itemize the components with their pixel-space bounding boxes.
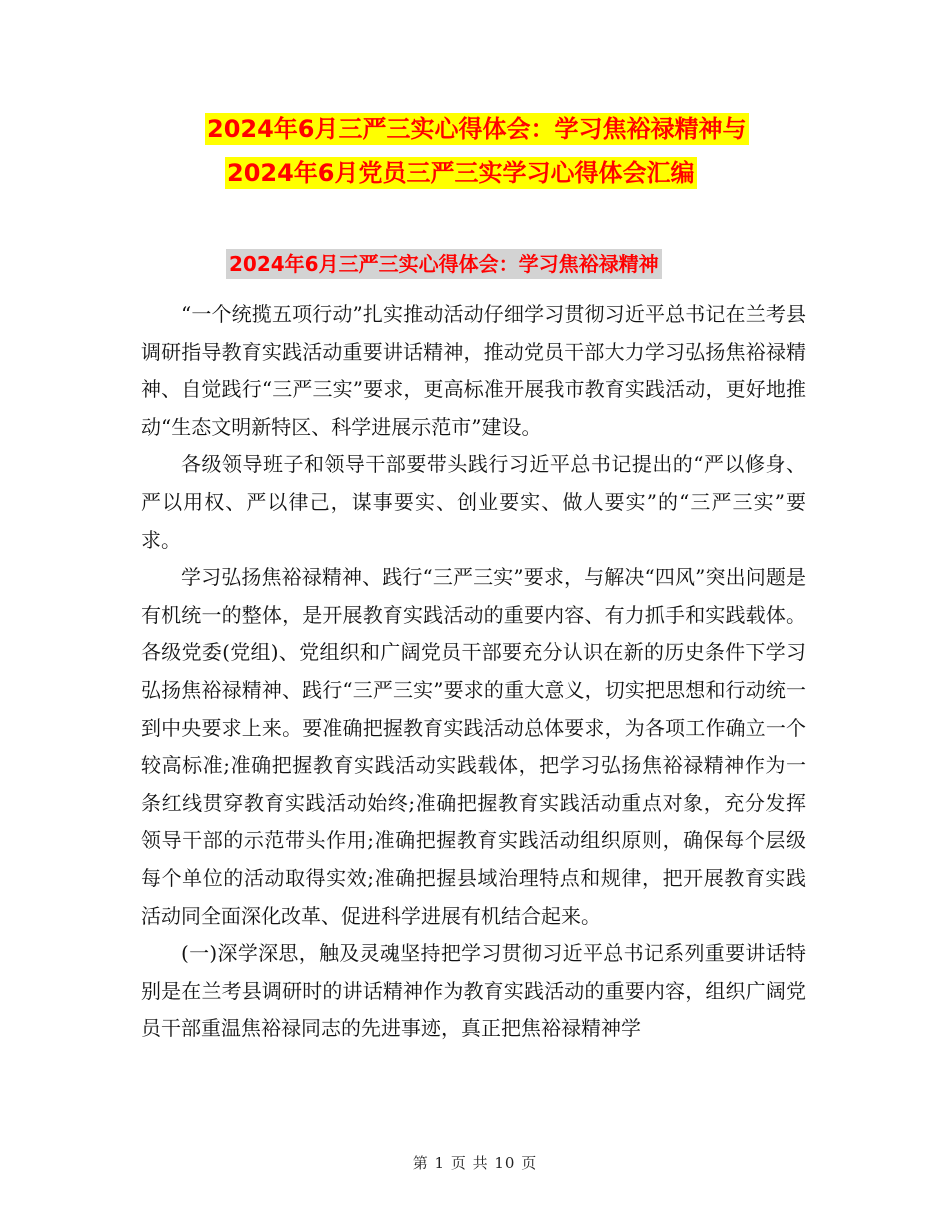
section-heading: 2024年6月三严三实心得体会：学习焦裕禄精神 xyxy=(226,249,662,279)
body-text xyxy=(141,296,806,1048)
paragraph-2: 各级领导班子和领导干部要带头践行习近平总书记提出的“严以修身、严以用权、严以律己，谋事要实、创业要实、做人要实”的“三严三实”要求。 xyxy=(141,452,806,552)
document-title-line-1: 2024年6月三严三实心得体会：学习焦裕禄精神与 xyxy=(207,115,747,143)
paragraph-4: (一)深学深思，触及灵魂坚持把学习贯彻习近平总书记系列重要讲话特别是在兰考县调研时的讲话精神作为教育实践活动的重要内容，组织广阔党员干部重温焦裕禄同志的先进事迹，真正把焦裕禄精神学 xyxy=(141,941,806,1041)
page-footer: 第 1 页 共 10 页 xyxy=(412,1154,538,1172)
document-title-line-2: 2024年6月党员三严三实学习心得体会汇编 xyxy=(227,159,695,187)
paragraph-3: 学习弘扬焦裕禄精神、践行“三严三实”要求，与解决“四风”突出问题是有机统一的整体，是开展教育实践活动的重要内容、有力抓手和实践载体。各级党委(党组)、党组织和广阔党员干部要充分认识在新的历史条件下学习弘扬焦裕禄精神、践行“三严三实”要求的重大意义，切实把思想和行动统一到中央要求上来。要准确把握教育实践活动总体要求，为各项工作确立一个较高标准;准确把握教育实践活动实践载体，把学习弘扬焦裕禄精神作为一条红线贯穿教育实践活动始终;准确把握教育实践活动重点对象，充分发挥领导干部的示范带头作用;准确把握教育实践活动组织原则，确保每个层级每个单位的活动取得实效;准确把握县域治理特点和规律，把开展教育实践活动同全面深化改革、促进科学进展有机结合起来。 xyxy=(141,565,806,928)
paragraph-1: “一个统揽五项行动”扎实推动活动仔细学习贯彻习近平总书记在兰考县调研指导教育实践活动重要讲话精神，推动党员干部大力学习弘扬焦裕禄精神、自觉践行“三严三实”要求，更高标准开展我市教育实践活动，更好地推动“生态文明新特区、科学进展示范市”建设。 xyxy=(141,302,806,439)
